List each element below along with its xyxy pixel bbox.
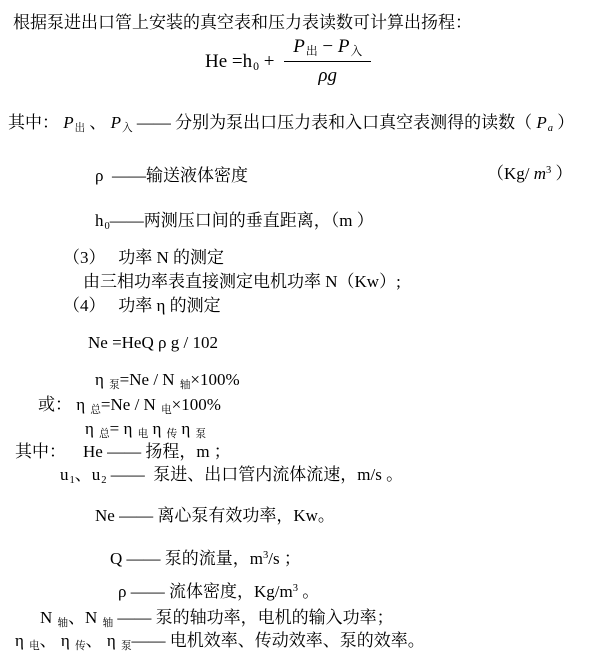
rho-definition-line: ρ —— 流体密度，$Kg/m^3$ 。 [118,582,320,601]
n-shaft-definition-line: N $_轴$、N $_轴$ —— 泵的轴功率，电机的输入功率； [40,608,394,629]
u1-u2-definition-line: $u_1$、$u_2$ —— 泵进、出口管内流体流速，m/s 。 [60,465,404,486]
formula-denominator: ρg [284,61,371,87]
formula-lhs: $He =h_0$ + [205,50,280,73]
eta-definitions-line: η $_电$、 η $_传$、 η $_泵$—— 电机效率、传动效率、泵的效率。 [15,631,425,652]
eta-pump-formula-line: η $_泵$=Ne / N $_轴$×100% [95,370,240,391]
formula-numerator: $P_出 - P_入$ [293,36,363,59]
intro-line: 根据泵进出口管上安装的真空表和压力表读数可计算出扬程： [13,13,472,32]
item-3-body: 由三相功率表直接测定电机功率 N（Kw）; [83,272,401,291]
rho-density-line: ρ ——输送液体密度 [95,166,248,185]
item-3-heading: （3） 功率 N 的测定 [63,248,225,267]
head-formula [205,36,371,87]
q-definition-line: Q —— 泵的流量，$m^3/s$ ； [110,549,301,568]
where-p-line: 其中： $P_出$ 、 $P_入$ —— 分别为泵出口压力表和入口真空表测得的读数（ $P_a$ ） [8,113,575,134]
he-definition-line: 其中： He —— 扬程，m ； [15,442,231,461]
item-4-heading: （4） 功率 η 的测定 [63,296,221,315]
ne-formula-line: Ne =HeQ ρ g / 102 [88,333,218,352]
ne-definition-line: Ne —— 离心泵有效功率，Kw。 [95,506,335,525]
rho-density-unit: （Kg/ $m^3$ ） [487,164,573,183]
eta-total-formula-line: 或： η $_总$=Ne / N $_电$×100% [38,395,221,416]
eta-product-formula-line: η $_总$= η $_电$ η $_传$ η $_泵$ [85,419,207,440]
h0-distance-line: $h_0——$两测压口间的垂直距离，（m ） [95,211,374,232]
formula-fraction [284,36,371,87]
